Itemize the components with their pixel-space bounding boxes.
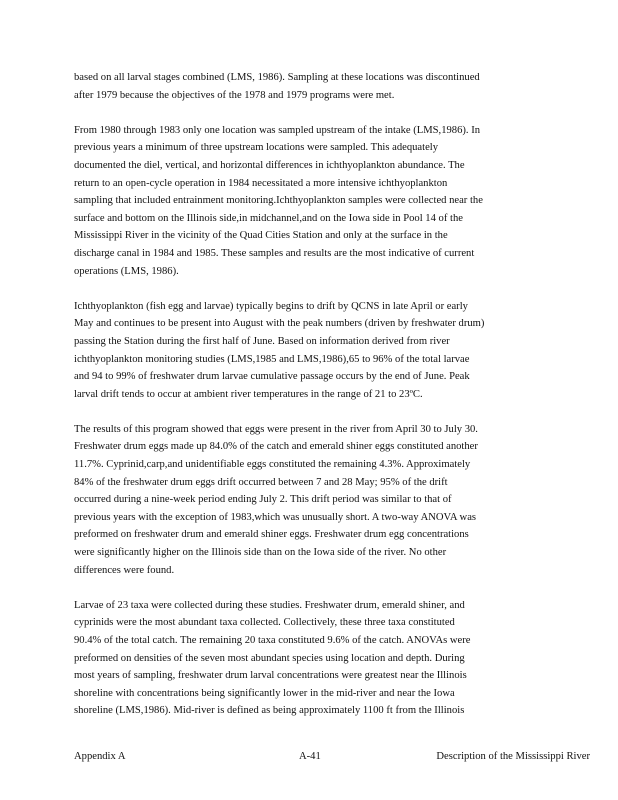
text-line: and 94 to 99% of freshwater drum larvae cumulative passage occurs by the end of June. Peak xyxy=(74,371,470,383)
text-line: 90.4% of the total catch. The remaining 20 taxa constituted 9.6% of the catch. ANOVAs were xyxy=(74,635,471,646)
paragraph xyxy=(74,298,540,404)
text-line: based on all larval stages combined (LMS, 1986). Sampling at these locations was discontinued xyxy=(74,72,480,83)
text-line: after 1979 because the objectives of the 1978 and 1979 programs were met. xyxy=(74,89,395,101)
text-line: discharge canal in 1984 and 1985. These samples and results are the most indicative of current xyxy=(74,247,475,259)
text-line: shoreline (LMS,1986). Mid-river is defined as being approximately 1100 ft from the Illinois xyxy=(74,705,465,717)
text-line: previous years a minimum of three upstream locations were sampled. This adequately xyxy=(74,142,439,154)
paragraph xyxy=(74,421,540,579)
text-line: The results of this program showed that eggs were present in the river from April 30 to July 30. xyxy=(74,423,478,435)
text-line: Mississippi River in the vicinity of the Quad Cities Station and only at the surface in the xyxy=(74,230,448,242)
text-line: differences were found. xyxy=(74,564,175,576)
footer-section-title: Description of the Mississippi River xyxy=(436,751,590,762)
text-line: 11.7%. Cyprinid,carp,and unidentifiable eggs constituted the remaining 4.3%. Approximately xyxy=(74,459,471,471)
paragraph xyxy=(74,597,540,720)
text-line: 84% of the freshwater drum eggs drift occurred between 7 and 28 May; 95% of the drift xyxy=(74,476,448,488)
text-line: previous years with the exception of 1983,which was unusually short. A two-way ANOVA was xyxy=(74,511,477,523)
text-line: cyprinids were the most abundant taxa collected. Collectively, these three taxa constituted xyxy=(74,617,455,629)
text-line: preformed on densities of the seven most abundant species using location and depth. During xyxy=(74,652,465,664)
footer-page-number: A-41 xyxy=(299,751,321,762)
text-line: Ichthyoplankton (fish egg and larvae) typically begins to drift by QCNS in late April or early xyxy=(74,300,468,312)
text-line: passing the Station during the first half of June. Based on information derived from river xyxy=(74,335,450,347)
text-line: shoreline with concentrations being significantly lower in the mid-river and near the Iowa xyxy=(74,687,455,699)
text-line: ichthyoplankton monitoring studies (LMS,1985 and LMS,1986),65 to 96% of the total larvae xyxy=(74,353,470,365)
text-line: occurred during a nine-week period ending July 2. This drift period was similar to that of xyxy=(74,494,452,506)
text-line: most years of sampling, freshwater drum larval concentrations were greatest near the Illinois xyxy=(74,670,467,682)
text-line: Larvae of 23 taxa were collected during these studies. Freshwater drum, emerald shiner, and xyxy=(74,599,465,611)
text-line: documented the diel, vertical, and horizontal differences in ichthyoplankton abundance. The xyxy=(74,159,465,171)
text-line: operations (LMS, 1986). xyxy=(74,265,179,277)
text-line: were significantly higher on the Illinois side than on the Iowa side of the river. No other xyxy=(74,547,447,559)
text-line: May and continues to be present into August with the peak numbers (driven by freshwater drum) xyxy=(74,318,485,330)
paragraph xyxy=(74,69,540,104)
footer-appendix-label: Appendix A xyxy=(74,751,126,762)
text-line: larval drift tends to occur at ambient river temperatures in the range of 21 to 23ºC. xyxy=(74,388,423,400)
text-line: return to an open-cycle operation in 1984 necessitated a more intensive ichthyoplankton xyxy=(74,177,448,189)
paragraph xyxy=(74,122,540,280)
text-line: sampling that included entrainment monitoring.Ichthyoplankton samples were collected near the xyxy=(74,195,483,207)
text-line: Freshwater drum eggs made up 84.0% of the catch and emerald shiner eggs constituted another xyxy=(74,441,478,453)
text-line: From 1980 through 1983 only one location was sampled upstream of the intake (LMS,1986). In xyxy=(74,124,481,136)
text-line: preformed on freshwater drum and emerald shiner eggs. Freshwater drum egg concentrations xyxy=(74,529,469,541)
body-text xyxy=(74,69,540,738)
text-line: surface and bottom on the Illinois side,in midchannel,and on the Iowa side in Pool 14 of the xyxy=(74,212,463,224)
